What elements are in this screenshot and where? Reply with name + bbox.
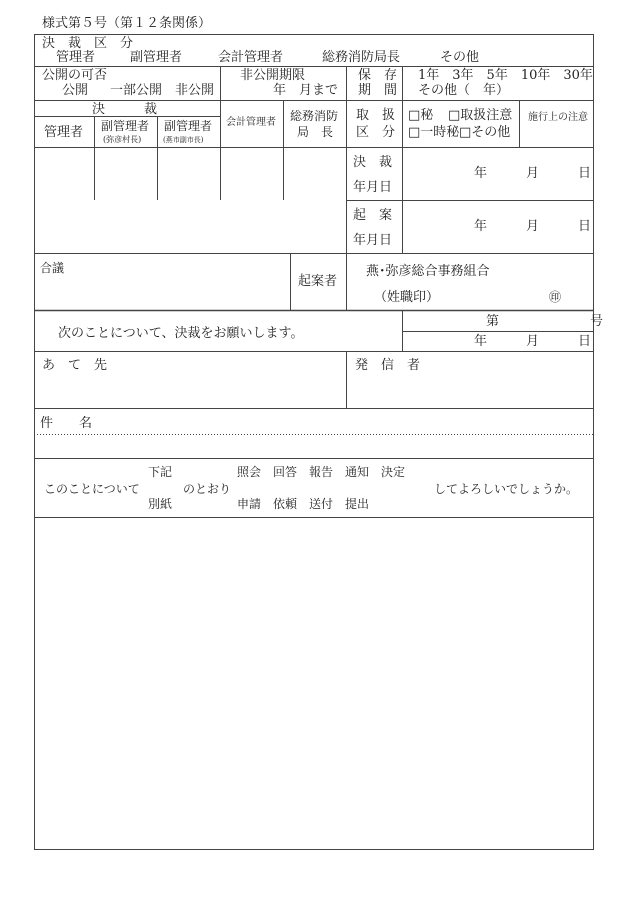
- body-middle: のとおり: [183, 482, 232, 496]
- body-verbs-bottom: 申請 依頼 送付 提出: [237, 497, 370, 511]
- category-option-fire-chief: 総務消防局長: [322, 50, 401, 65]
- body-prefix: このことについて: [44, 482, 140, 496]
- approver-manager: 管理者: [44, 125, 84, 140]
- retention-other: その他（ 年）: [418, 83, 510, 98]
- decision-date-value[interactable]: 年 月 日: [474, 166, 592, 181]
- seal-icon: ㊞: [549, 290, 562, 304]
- body-text-area[interactable]: [35, 518, 593, 849]
- body-option-below: 下記: [148, 465, 173, 479]
- checkbox-secret[interactable]: [408, 109, 433, 122]
- request-text: 次のことについて、決裁をお願いします。: [58, 326, 304, 341]
- disclosure-partial: 一部公開: [110, 83, 163, 98]
- document-number[interactable]: 第 号: [486, 314, 604, 329]
- private-period-value: 年 月まで: [273, 83, 339, 98]
- disclosure-public: 公開: [62, 83, 89, 98]
- request-date[interactable]: 年 月 日: [474, 334, 592, 349]
- consultation-label: 合議: [40, 261, 65, 275]
- decision-date-label-2: 年月日: [353, 180, 393, 195]
- checkbox-other[interactable]: [459, 126, 510, 139]
- category-option-deputy: 副管理者: [130, 50, 183, 65]
- retention-label-1: 保 存: [358, 68, 398, 83]
- approver-deputy-1-note: (弥彦村長): [103, 135, 142, 144]
- retention-label-2: 期 間: [358, 83, 398, 98]
- decision-category-label: 決 裁 区 分: [42, 36, 134, 51]
- draft-date-value[interactable]: 年 月 日: [474, 219, 592, 234]
- sender-label: 発 信 者: [355, 358, 421, 373]
- checkbox-icon: □: [459, 125, 472, 140]
- approver-deputy-1: 副管理者: [101, 119, 150, 133]
- body-suffix: してよろしいでしょうか。: [434, 482, 579, 496]
- drafter-name-seal: （姓職印）: [374, 290, 440, 305]
- checkbox-icon: □: [448, 108, 461, 123]
- category-option-accounting: 会計管理者: [218, 50, 284, 65]
- enforcement-note: 施行上の注意: [528, 112, 588, 123]
- draft-date-label-1: 起 案: [353, 208, 393, 223]
- handling-label-2: 区 分: [356, 125, 396, 140]
- drafter-org: 燕･弥彦総合事務組合: [366, 264, 490, 279]
- disclosure-label: 公開の可否: [42, 68, 108, 83]
- checkbox-caution[interactable]: [448, 109, 512, 122]
- checkbox-label: その他: [471, 125, 511, 140]
- checkbox-label: 秘: [420, 108, 434, 123]
- decision-date-label-1: 決 裁: [353, 155, 393, 170]
- private-period-label: 非公開期限: [240, 68, 306, 83]
- approver-deputy-2: 副管理者: [164, 119, 213, 133]
- subject-label: 件 名: [40, 416, 93, 431]
- addressee-label: あ て 先: [42, 358, 108, 373]
- category-option-manager: 管理者: [56, 50, 96, 65]
- draft-date-label-2: 年月日: [353, 233, 393, 248]
- checkbox-label: 取扱注意: [460, 108, 513, 123]
- checkbox-icon: □: [408, 108, 421, 123]
- approver-accounting: 会計管理者: [226, 117, 276, 128]
- category-option-other: その他: [440, 50, 480, 65]
- approval-header: 決 裁: [92, 102, 158, 117]
- checkbox-label: 一時秘: [420, 125, 460, 140]
- disclosure-private: 非公開: [175, 83, 215, 98]
- handling-label-1: 取 扱: [356, 108, 396, 123]
- body-option-attached: 別紙: [148, 497, 173, 511]
- approver-fire-chief-2: 局 長: [297, 125, 334, 139]
- retention-years: 1年 3年 5年 10年 30年: [418, 68, 593, 83]
- drafter-label: 起案者: [298, 274, 338, 289]
- form-title: 様式第５号（第１２条関係）: [42, 16, 212, 31]
- approver-deputy-2-note: (燕市副市長): [163, 136, 204, 144]
- approver-fire-chief-1: 総務消防: [290, 109, 339, 123]
- checkbox-icon: □: [408, 125, 421, 140]
- body-verbs-top: 照会 回答 報告 通知 決定: [237, 465, 406, 479]
- checkbox-temp-secret[interactable]: [408, 126, 459, 139]
